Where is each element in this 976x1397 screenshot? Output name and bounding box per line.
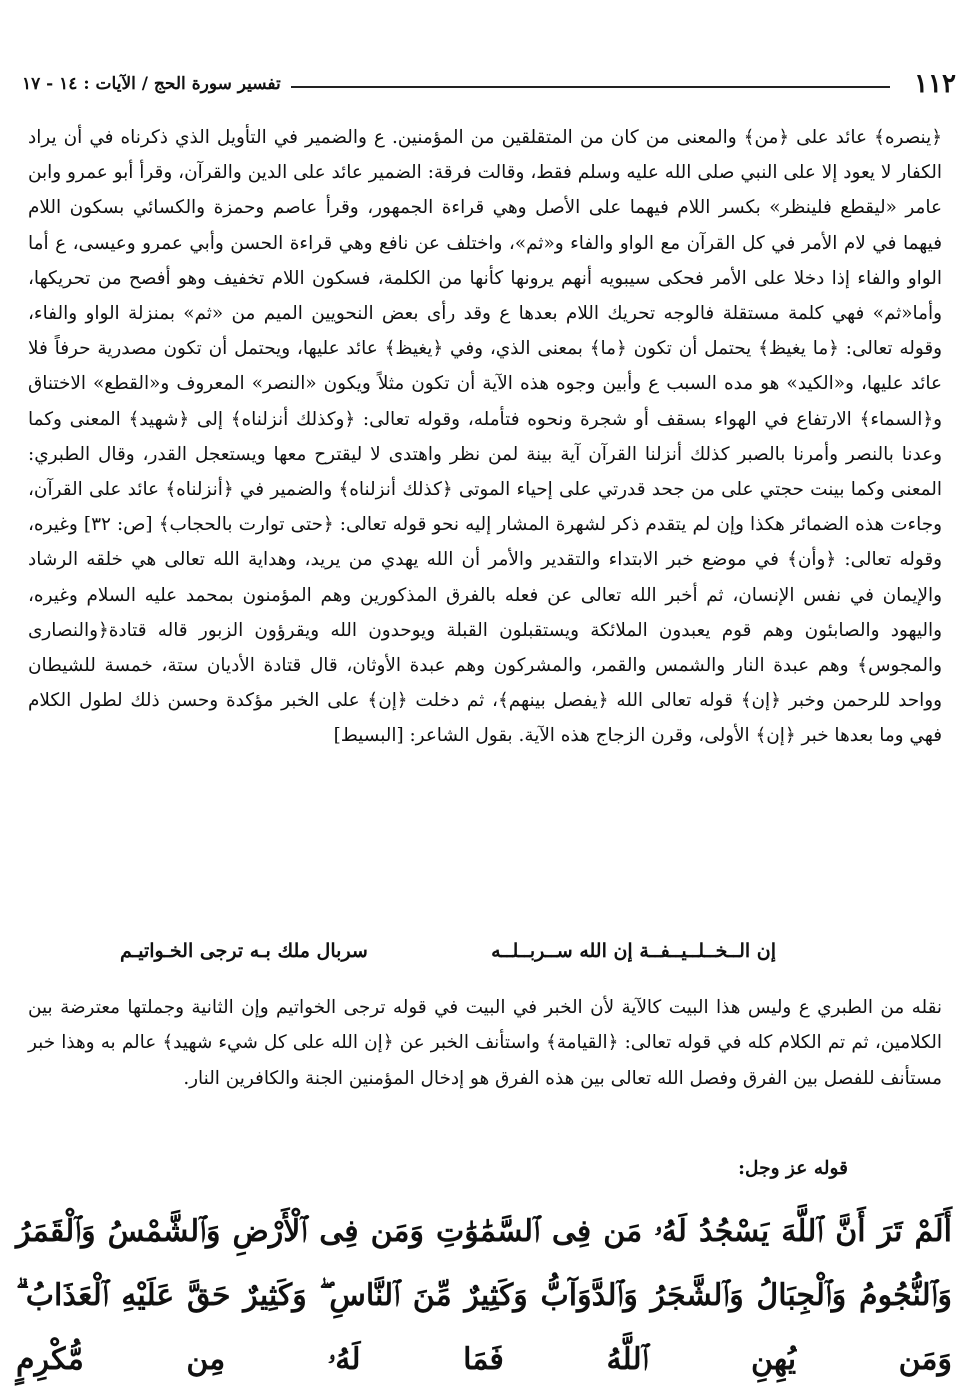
commentary-body-continued <box>28 990 942 1096</box>
page-number: ١١٢ <box>914 69 956 99</box>
header-rule <box>291 86 890 88</box>
running-title: تفسير سورة الحج / الآيات : ١٤ - ١٧ <box>22 74 281 94</box>
quran-verse: أَلَمْ تَرَ أَنَّ ٱللَّهَ يَسْجُدُ لَهُۥ مَن فِى ٱلسَّمَٰوَٰتِ وَمَن فِى ٱلْأَرْضِ وَٱلشَّمْسُ وَٱلْقَمَرُ وَٱلنُّجُومُ وَٱلْجِبَالُ وَٱلشَّجَرُ وَٱلدَّوَآبُّ وَكَثِيرٌ مِّنَ ٱلنَّاسِ ۖ وَكَثِيرٌ حَقَّ عَلَيْهِ ٱلْعَذَابُ ۗ وَمَن يُهِنِ ٱللَّهُ فَمَا لَهُۥ مِن مُّكْرِمٍ <box>16 1214 952 1377</box>
commentary-paragraph: ﴿ينصره﴾ عائد على ﴿من﴾ والمعنى من كان من المتقلقين من المؤمنين. ع والضمير في التأويل الذي ذكرناه في أن يراد الكفار لا يعود إلا على النبي صلى الله عليه وسلم فقط، وقالت فرقة: الضمير عائد على الدين والقرآن، وقرأ أبو عمرو وابن عامر «ليقطع فلينظر» بكسر اللام فيهما على الأصل وهي قراءة الجمهور، وقرأ عاصم وحمزة والكسائي بسكون اللام فيهما في لام الأمر في كل القرآن مع الواو والفاء و«ثم»، واختلف عن نافع وهي قراءة الحسن وأبي عمرو وعيسى، ع أما الواو والفاء إذا دخلا على الأمر فحكى سيبويه أنهم يرونها كأنها من الكلمة، فسكون اللام تخفيف وهو أفصح من تحريكها، وأما«ثم» فهي كلمة مستقلة فالوجه تحريك اللام بعدها ع وقد رأى بعض النحويين الميم من «ثم» بمنزلة الواو والفاء، وقوله تعالى: ﴿ما يغيظ﴾ يحتمل أن تكون ﴿ما﴾ بمعنى الذي، وفي ﴿يغيظ﴾ عائد عليها، ويحتمل أن تكون مصدرية حرفاً فلا عائد عليها، و«الكيد» هو مده السبب ع وأبين وجوه هذه الآية أن تكون مثلاً ويكون «النصر» المعروف و«القطع» الاختناق و﴿السماء﴾ الارتفاع في الهواء بسقف أو شجرة ونحوه فتأمله، وقوله تعالى: ﴿وكذلك أنزلناه﴾ إلى ﴿شهيد﴾ المعنى وكما وعدنا بالنصر وأمرنا بالصبر كذلك أنزلنا القرآن آية بينة لمن نظر واهتدى لا ليقترح معها ويستعجل القدر، وقال الطبري: المعنى وكما بينت حجتي على من جحد قدرتي على إحياء الموتى ﴿كذلك أنزلناه﴾ والضمير في ﴿أنزلناه﴾ عائد على القرآن، وجاءت هذه الضمائر هكذا وإن لم يتقدم ذكر لشهرة المشار إليه نحو قوله تعالى: ﴿حتى توارت بالحجاب﴾ [ص: ٣٢] وغيره، وقوله تعالى: ﴿وأن﴾ في موضع خبر الابتداء والتقدير والأمر أن الله يهدي من يريد، وهداية الله تعالى هي خلقه الرشاد والإيمان في نفس الإنسان، ثم أخبر الله تعالى عن فعله بالفرق المذكورين وهم المؤمنون بمحمد عليه السلام وغيره، واليهود والصابئون وهم قوم يعبدون الملائكة ويستقبلون القبلة ويوحدون الله ويقرؤون الزبور قاله قتادة﴿والنصارى والمجوس﴾ وهم عبدة النار والشمس والقمر، والمشركون وهم عبدة الأوثان، قال قتادة الأديان ستة، خمسة للشيطان وواحد للرحمن وخبر ﴿إن﴾ قوله تعالى الله ﴿يفصل بينهم﴾، ثم دخلت ﴿إن﴾ على الخبر مؤكدة وحسن ذلك لطول الكلام فهي وما بعدها خبر ﴿إن﴾ الأولى، وقرن الزجاج هذه الآية. بقول الشاعر: [البسيط] <box>28 127 942 747</box>
poem-first-hemistich: إن الــخــلــيــفــة إن الله ســربــلــه <box>491 940 776 962</box>
page-header <box>22 64 956 104</box>
verse-intro: قوله عز وجل: <box>738 1158 848 1179</box>
poetry-verse <box>120 940 776 962</box>
poem-second-hemistich: سربال ملك بـه ترجى الخـواتيـم <box>120 940 368 962</box>
commentary-paragraph: نقله من الطبري ع وليس هذا البيت كالآية لأن الخبر في البيت في قوله ترجى الخواتيم وإن الثانية وجملتها معترضة بين الكلامين، ثم تم الكلام كله في قوله تعالى: ﴿القيامة﴾ واستأنف الخبر عن ﴿إن الله على كل شيء شهيد﴾ عالم به وهذا خبر مستأنف للفصل بين الفرق وفصل الله تعالى بين هذه الفرق هو إدخال المؤمنين الجنة والكافرين النار. <box>28 997 942 1089</box>
commentary-body <box>28 120 942 754</box>
